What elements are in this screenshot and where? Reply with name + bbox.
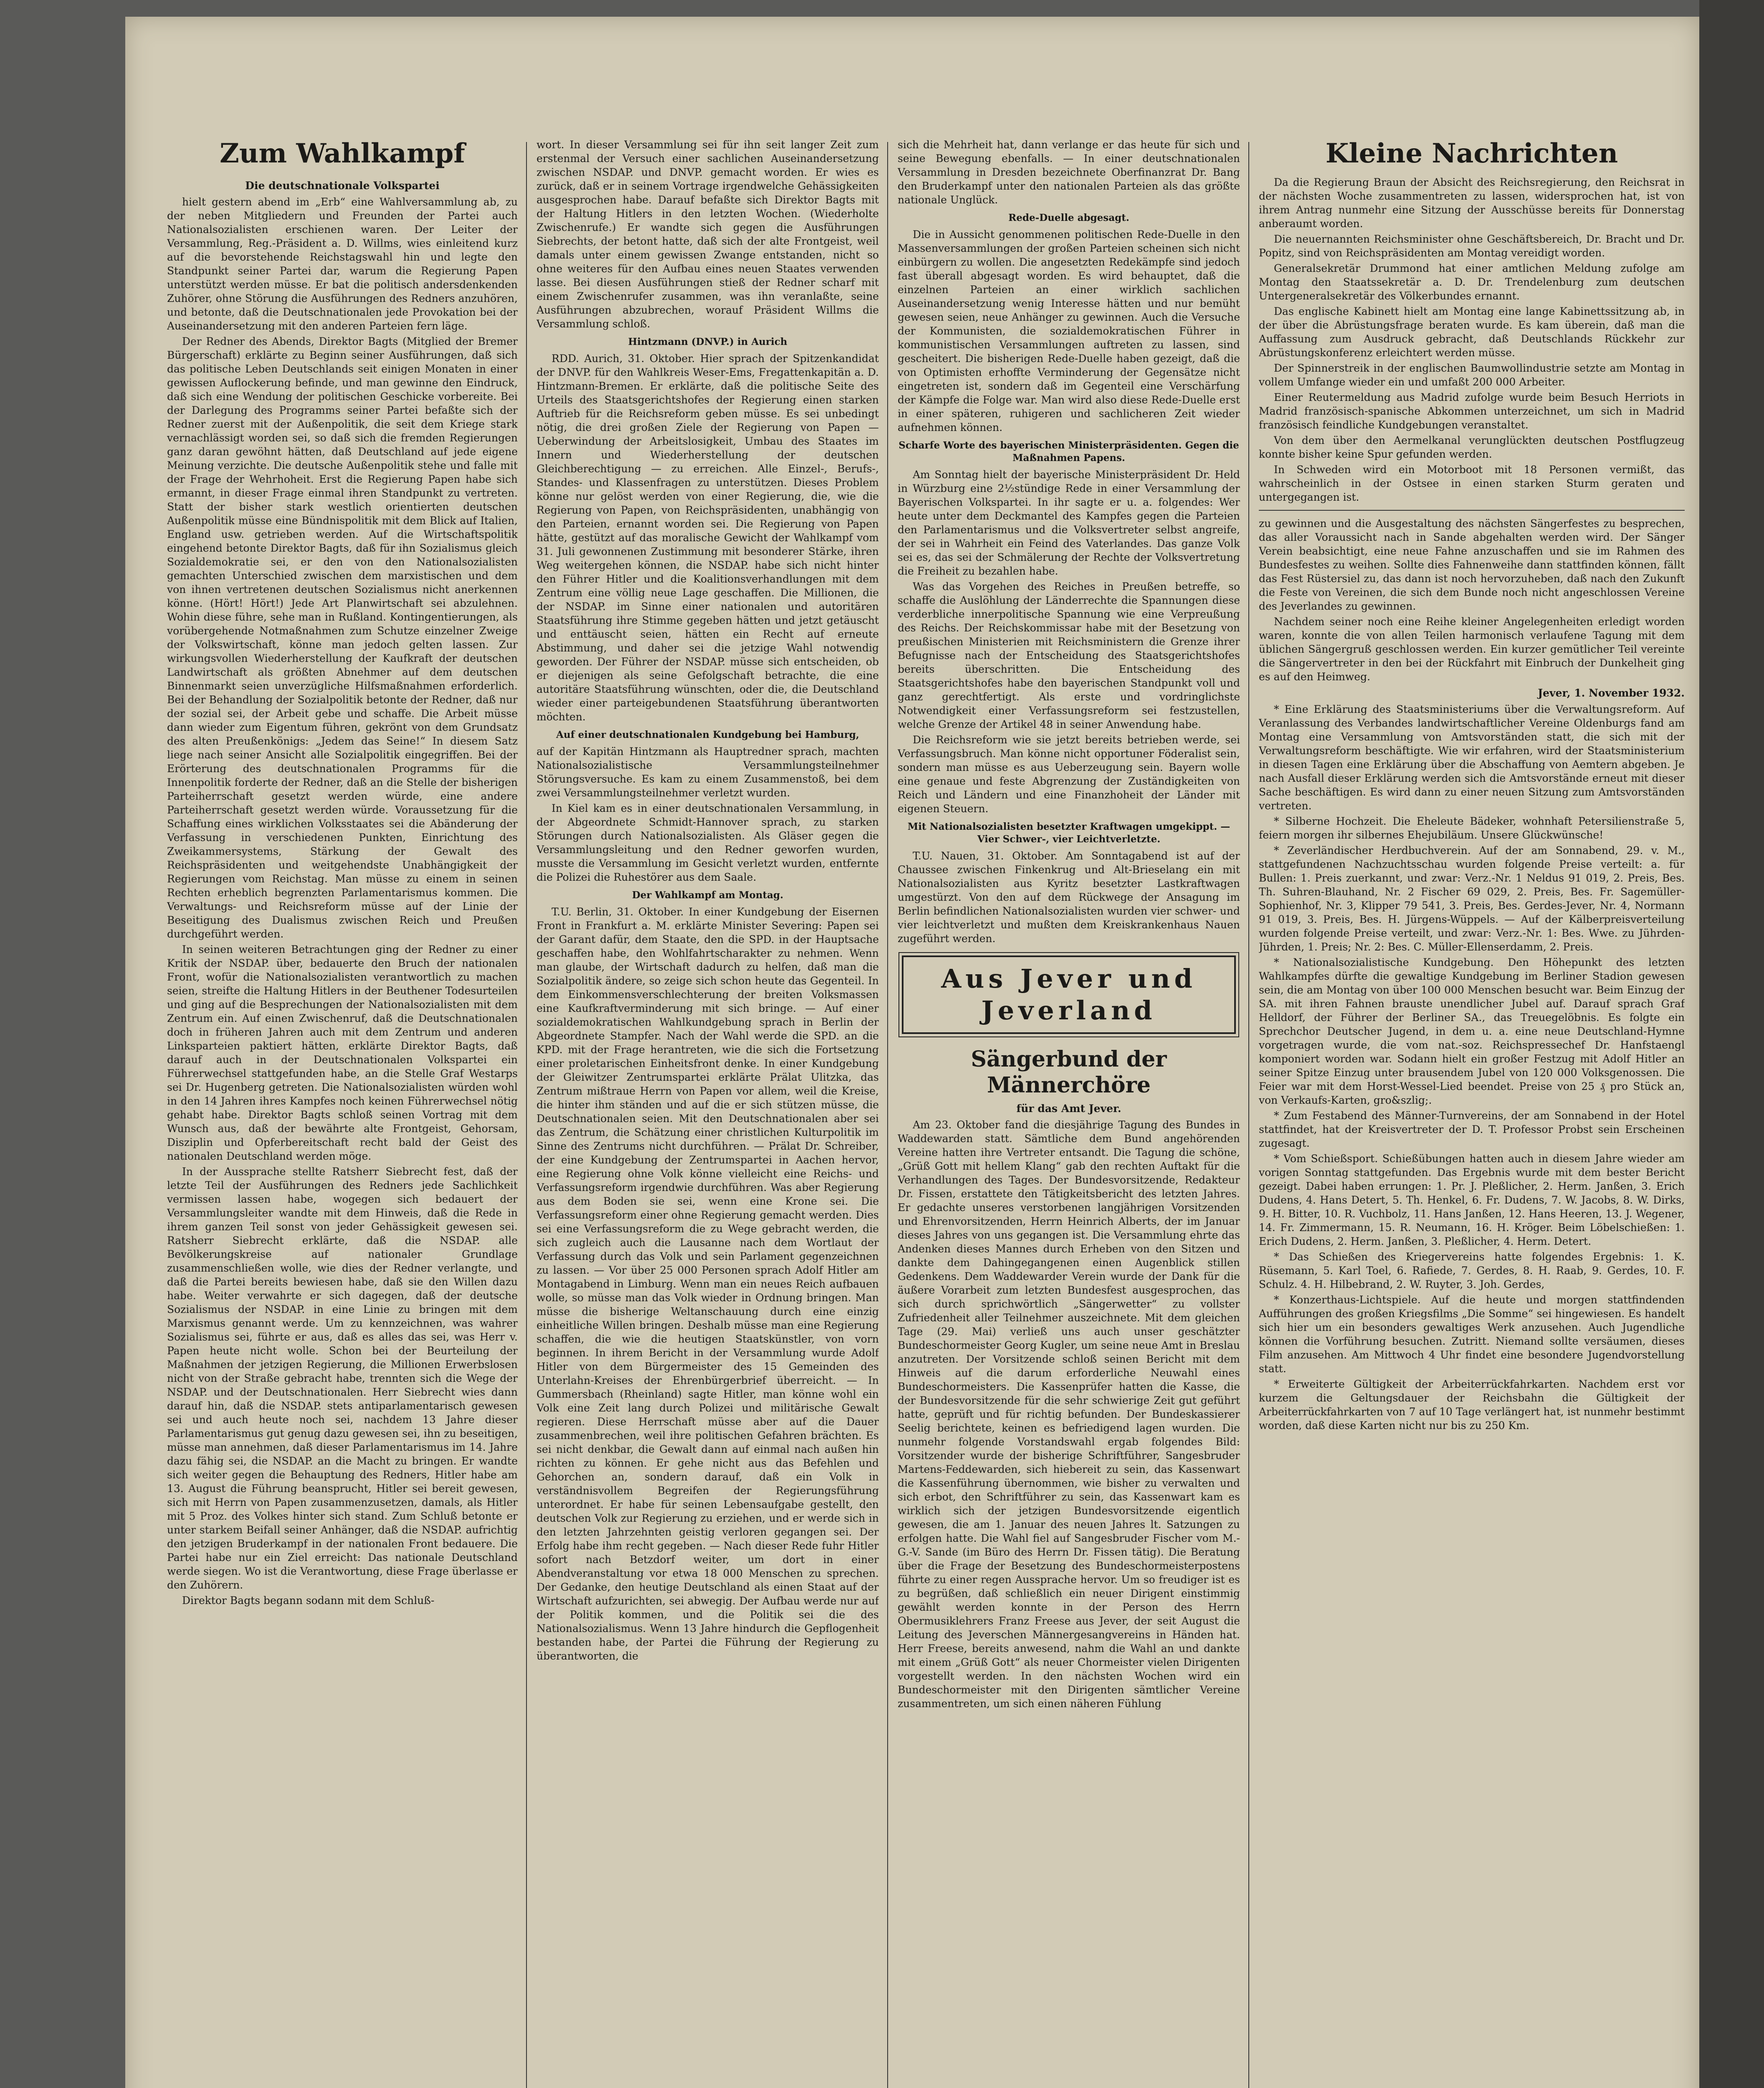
paragraph: Der Redner des Abends, Direktor Bagts (Mitglied der Bremer Bürgerschaft) erklärte zu Beginn seiner Ausführungen, daß sich das politische Leben Deutschlands seit einigen Monaten in einer gewissen Auflockerung befinde, und man gewinne den Eindruck, daß sich eine Wendung der politischen Geschicke vorbereite. Bei der Darlegung des Programms seiner Partei befaßte sich der Redner zuerst mit der Außenpolitik, die seit dem Kriege stark vernachlässigt worden sei, so daß sich die fremden Regierungen ganz daran gewöhnt hätten, daß Deutschland auf jede eigene Meinung verzichte. Die deutsche Außenpolitik stehe und falle mit der Frage der Wehrhoheit. Erst die Regierung Papen habe sich ermannt, in dieser Frage einmal ihren Standpunkt zu vertreten. Statt der bisher stark westlich orientierten deutschen Außenpolitik müsse eine Bündnispolitik mit dem Blick auf Italien, England usw. getrieben werden. Auf die Wirtschaftspolitik eingehend betonte Direktor Bagts, daß für ihn Sozialismus gleich Sozialdemokratie sei, er den von den Nationalsozialisten gemachten Unterschied zwischen dem marxistischen und dem von ihnen vertretenen deutschen Sozialismus nicht anerkennen könne. (Hört! Hört!) Jede Art Planwirtschaft sei abzulehnen. Wohin diese führe, sehe man in Rußland. Kontingentierungen, als vorübergehende Notmaßnahmen zum Schutze einzelner Zweige der Volkswirtschaft, könne man jedoch gelten lassen. Zur wirkungsvollen Wiederherstellung der Kaufkraft der deutschen Landwirtschaft als größten Abnehmer auf dem deutschen Binnenmarkt seien unverzügliche Hilfsmaßnahmen erforderlich. Bei der Behandlung der Sozialpolitik betonte der Redner, daß nur der sozial sei, der Arbeit gebe und schaffe. Die Arbeit müsse dann wieder zum Eigentum führen, gekrönt von dem Grundsatz des alten Preußenkönigs: „Jedem das Seine!“ In diesem Satz liege nach seiner Ansicht alle Sozialpolitik eingegriffen. Bei der Erörterung des deutschnationalen Programms für die Innenpolitik forderte der Redner, daß an die Stelle der bisherigen Parteiherrschaft gesetzt werden würde, eine andere Parteiherrschaft gesetzt werden würde. Voraussetzung für die Schaffung eines wirklichen Volksstaates sei die Abänderung der Verfassung in verschiedenen Punkten, Einrichtung des Zweikammersystems, Stärkung der Gewalt des Reichspräsidenten und weitgehendste Unabhängigkeit der Regierungen vom Reichstag. Man müsse zu einem in seinen Rechten erheblich begrenzten Parlamentarismus kommen. Die Verwaltungs- und Reichsreform müsse auf der Linie der Beseitigung des Dualismus zwischen Reich und Preußen durchgeführt werden.: [167, 335, 518, 940]
paragraph: Am Sonntag hielt der bayerische Ministerpräsident Dr. Held in Würzburg eine 2½stündige Rede in einer Versammlung der Bayerischen Volkspartei. In ihr sagte er u. a. folgendes: Wer heute unter dem Deckmantel des Kampfes gegen die Parteien den Parlamentarismus und die Volksvertreter selbst angreife, der sei in Wahrheit ein Feind des Vaterlandes. Das ganze Volk sei es, das sei der Schmälerung der Rechte der Volksvertretung die Freiheit zu bezahlen habe.: [898, 469, 1240, 577]
paragraph: In Schweden wird ein Motorboot mit 18 Personen vermißt, das wahrscheinlich in der Ostsee in einen starken Sturm geraten und untergegangen ist.: [1259, 464, 1685, 503]
column-2: [537, 138, 879, 2088]
headline-wahlkampf-montag: Der Wahlkampf am Montag.: [632, 889, 784, 901]
paragraph: * Zeverländischer Herdbuchverein. Auf der am Sonnabend, 29. v. M., stattgefundenen Nachzuchtsschau wurden folgende Preise verteilt: a. für Bullen: 1. Preis zuerkannt, und zwar: Verz.-Nr. 1 Neldus 91 019, 2. Preis, Bes. Th. Suhren-Blauhand, Nr. 2 Fischer 69 029, 2. Preis, Bes. Fr. Sagemüller-Sophienhof, Nr. 3, Klipper 79 541, 3. Preis, Bes. Gerdes-Jever, Nr. 4, Normann 91 019, 3. Preis, Bes. H. Jürgens-Wüppels. — Auf der Kälberpreisverteilung wurden folgende Preise verteilt, und zwar: Verz.-Nr. 1: Bes. Wwe. zu Jührden-Jührden, 1. Preis; Nr. 2: Bes. C. Müller-Ellenserdamm, 2. Preis.: [1259, 844, 1685, 953]
headline-kundgebung-hamburg: Auf einer deutschnationalen Kundgebung bei Hamburg,: [556, 729, 859, 740]
section-divider: [1259, 510, 1685, 511]
paragraph: wort. In dieser Versammlung sei für ihn seit langer Zeit zum erstenmal der Versuch einer sachlichen Auseinandersetzung zwischen NSDAP. und DNVP. gemacht worden. Er wies es zurück, daß er in seinem Vortrage irgendwelche Gehässigkeiten ausgesprochen habe. Darauf befaßte sich Direktor Bagts mit der Haltung Hitlers in den letzten Wochen. (Wiederholte Zwischenrufe.) Er wandte sich gegen die Ausführungen Siebrechts, der betont hatte, daß sich der alte Frontgeist, weil damals unter einem gewissen Zwange entstanden, nicht so ohne weiteres für den Aufbau eines neuen Staates verwenden lasse. Bei diesen Ausführungen stieß der Redner scharf mit einem Zwischenrufer zusammen, was ihn veranlaßte, seine Ausführungen abzubrechen, worauf Präsident Willms die Versammlung schloß.: [537, 139, 879, 330]
paragraph: Der Spinnerstreik in der englischen Baumwollindustrie setzte am Montag in vollem Umfange wieder ein und umfaßt 200 000 Arbeiter.: [1259, 362, 1685, 388]
paragraph: RDD. Aurich, 31. Oktober. Hier sprach der Spitzenkandidat der DNVP. für den Wahlkreis Weser-Ems, Fregattenkapitän a. D. Hintzmann-Bremen. Er erklärte, daß die politische Seite des Urteils des Staatsgerichtshofes der Regierung einen starken Auftrieb für die Reichsreform geben müsse. Es sei unbedingt nötig, die drei großen Ziele der Regierung von Papen — Ueberwindung der Arbeitslosigkeit, Umbau des Staates im Innern und Wiederherstellung der deutschen Gleichberechtigung — zu erreichen. Alle Einzel-, Berufs-, Standes- und Klassenfragen zu unterstützen. Dieses Problem könne nur gelöst werden von einer Regierung, die, wie die Regierung von Papen, von Reichspräsidenten, unabhängig von den Parteien, ernannt worden sei. Die Regierung von Papen hätte, gestützt auf das moralische Gewicht der Wahlkampf vom 31. Juli gewonnenen Zustimmung mit besonderer Stärke, ihren Weg weitergehen können, die NSDAP. habe sich nicht hinter den Führer Hitler und die Koalitionsverhandlungen mit dem Zentrum eine völlig neue Lage geschaffen. Die Millionen, die der NSDAP. im Sinne einer nationalen und autoritären Staatsführung ihre Stimme gegeben hätten und jetzt getäuscht und enttäuscht seien, hätten ein Recht auf erneute Abstimmung, und daher sei die jetzige Wahl notwendig geworden. Der Führer der NSDAP. müsse sich entscheiden, ob er diejenigen als seine Gefolgschaft betrachte, die eine autoritäre Staatsführung wünschten, oder die, die Deutschland wieder einer parteigebundenen Staatsführung überantworten möchten.: [537, 352, 879, 723]
column-rule: [887, 142, 888, 2088]
paragraph: Von dem über den Aermelkanal verunglückten deutschen Postflugzeug konnte bisher keine Spur gefunden werden.: [1259, 434, 1685, 460]
paragraph: Das englische Kabinett hielt am Montag eine lange Kabinettssitzung ab, in der über die Abrüstungsfrage beraten wurde. Es kam überein, daß man die Auffassung zum Ausdruck gebracht, daß Deutschlands Rückkehr zur Abrüstungskonferenz erleichtert werden müsse.: [1259, 305, 1685, 359]
headline-saengerbund: Sängerbund der Männerchöre: [971, 1047, 1167, 1098]
headline-wahlkampf: Zum Wahlkampf: [220, 138, 465, 169]
headline-kleine-nachrichten: Kleine Nachrichten: [1325, 138, 1618, 169]
paragraph: Nachdem seiner noch eine Reihe kleiner Angelegenheiten erledigt worden waren, konnte die von allen Teilen harmonisch verlaufene Tagung mit dem üblichen Sängergruß geschlossen werden. Ein kurzer gemütlicher Teil vereinte die Sängervertreter in den bei der Rückfahrt mit Einbruch der Dunkelheit ging es auf den Heimweg.: [1259, 616, 1685, 683]
headline-bayern: Scharfe Worte des bayerischen Ministerpräsidenten. Gegen die Maßnahmen Papens.: [898, 440, 1239, 464]
subheading-dnvp: Die deutschnationale Volkspartei: [245, 180, 440, 192]
subheading-amt-jever: für das Amt Jever.: [1016, 1102, 1121, 1115]
paragraph: Da die Regierung Braun der Absicht des Reichsregierung, den Reichsrat in der nächsten Woche zusammentreten zu lassen, widersprochen hat, ist von ihrem Antrag nunmehr eine Sitzung der Ausschüsse bereits für Donnerstag anberaumt worden.: [1259, 176, 1685, 230]
paragraph: Einer Reutermeldung aus Madrid zufolge wurde beim Besuch Herriots in Madrid französisch-spanische Abkommen unterzeichnet, um sich in Madrid französisch feindliche Kundgebungen veranstaltet.: [1259, 391, 1685, 431]
paragraph: * Eine Erklärung des Staatsministeriums über die Verwaltungsreform. Auf Veranlassung des Verbandes landwirtschaftlicher Vereine Oldenburgs fand am Montag eine Versammlung von Amtsvorständen statt, die sich mit der Verwaltungsreform beschäftigte. Wie wir erfahren, wird der Staatsministerium in diesen Tagen eine Erklärung über die Abschaffung von Aemtern abgeben. Je nach Ausfall dieser Erklärung werden sich die Amtsvorstände erneut mit dieser Sache beschäftigen. Es wird dann zu einer neuen Sitzung zum Amtsvorständen vertreten.: [1259, 703, 1685, 812]
paragraph: * Nationalsozialistische Kundgebung. Den Höhepunkt des letzten Wahlkampfes dürfte die gewaltige Kundgebung im Berliner Stadion gewesen sein, die am Montag von über 100 000 Menschen besucht war. Beim Einzug der SA. mit ihren Fahnen brauste unendlicher Jubel auf. Darauf sprach Graf Helldorf, der Führer der Berliner SA., das Treuegelöbnis. Es folgte ein Sprechchor Deutscher Jugend, in dem u. a. eine neue Deutschland-Hymne vorgetragen wurde, die vom nat.-soz. Reichspressechef Dr. Hanfstaengl komponiert worden war. Sodann hielt ein großer Festzug mit Adolf Hitler an seiner Spitze Einzug unter brausendem Jubel von 120 000 Volksgenossen. Die Feier war mit dem Horst-Wessel-Lied beendet. Preise von 25 ₰ pro Stück an, von Verkaufs-Karten, gro&szlig;.: [1259, 956, 1685, 1106]
headline-kraftwagen: Mit Nationalsozialisten besetzter Kraftwagen umgekippt. — Vier Schwer-, vier Leichtverletzte.: [907, 821, 1230, 845]
paragraph: Am 23. Oktober fand die diesjährige Tagung des Bundes in Waddewarden statt. Sämtliche dem Bund angehörenden Vereine hatten ihre Vertreter entsandt. Die Tagung die schöne, „Grüß Gott mit hellem Klang“ gab den rechten Auftakt für die Verhandlungen des Tages. Der Bundesvorsitzende, Redakteur Dr. Fissen, erstattete den Tätigkeitsbericht des letzten Jahres. Er gedachte unseres verstorbenen langjährigen Vorsitzenden und Ehrenvorsitzenden, Herrn Heinrich Alberts, der im Januar dieses Jahres von uns gegangen ist. Die Versammlung ehrte das Andenken dieses Mannes durch Erheben von den Sitzen und dankte dem Dahingegangenen einen Augenblick stillen Gedenkens. Dem Waddewarder Verein wurde der Dank für die äußere Vorarbeit zum letzten Bundesfest ausgesprochen, das sich durch sprichwörtlich „Sängerwetter“ zu vollster Zufriedenheit aller Teilnehmer auszeichnete. Mit dem gleichen Tage (29. Mai) verließ uns auch unser geschätzter Bundeschormeister Georg Kugler, um seine neue Amt in Breslau anzutreten. Der Vorsitzende schloß seinen Bericht mit dem Hinweis auf die darum erforderliche Neuwahl eines Bundeschormeisters. Die Kassenprüfer hatten die Kasse, die der Bundesvorsitzende für die sehr schwierige Zeit gut geführt hatte, geprüft und für richtig befunden. Der Bundeskassierer Seelig berichtete, keinen es befriedigend lagen wurden. Die nunmehr folgende Vorstandswahl ergab folgendes Bild: Vorsitzender wurde der bisherige Schriftführer, Sangesbruder Martens-Feddewarden, sich hiebereit zu sein, das Kassenwart die Kassenführung übernommen, wie bisher zu verwalten und sich erbot, den Schriftführer zu sein, das Kassenwart kam es wirklich sich der jetzigen Bundesvorsitzende eigentlich gewesen, die am 1. Januar des neuen Jahres lt. Satzungen zu erfolgen hatte. Die Wahl fiel auf Sangesbruder Fischer vom M.-G.-V. Sande (im Büro des Herrn Dr. Fissen tätig). Die Beratung über die Frage der Besetzung des Bundeschormeisterpostens führte zu einer regen Aussprache hervor. Um so freudiger ist es zu begrüßen, daß schließlich ein neuer Dirigent einstimmig gewählt werden konnte in der Person des Herrn Obermusiklehrers Franz Freese aus Jever, der seit August die Leitung des Jeverschen Männergesangvereins in Händen hat. Herr Freese, bereits anwesend, nahm die Wahl an und dankte mit einem „Grüß Gott“ als neuer Chormeister vielen Dirigenten vorgestellt werden. In den nächsten Wochen wird ein Bundeschormeister mit den Dirigenten sämtlicher Vereine zusammentreten, um sich einen näheren Fühlung: [898, 1119, 1240, 1710]
paragraph: Die neuernannten Reichsminister ohne Geschäftsbereich, Dr. Bracht und Dr. Popitz, sind von Reichspräsidenten am Montag vereidigt worden.: [1259, 233, 1685, 259]
scanner-edge: [1699, 0, 1764, 2088]
paragraph: In Kiel kam es in einer deutschnationalen Versammlung, in der Abgeordnete Schmidt-Hannover sprach, zu starken Störungen durch Nationalsozialisten. Als Gläser gegen die Versammlungsleitung und den Redner geworfen wurden, musste die Versammlung im Gesicht verletzt wurden, entfernte die Polizei die Ruhestörer aus dem Saale.: [537, 802, 879, 883]
paragraph: Was das Vorgehen des Reiches in Preußen betreffe, so schaffe die Auslöhlung der Länderrechte die Spannungen diese verderbliche innerpolitische Spannung wie eine Verpreußung des Reichs. Der Reichskommissar habe mit der Besetzung von preußischen Ministerien mit Reichsministern die Grenze ihrer Befugnisse nach der Entscheidung des Staatsgerichtshofes bereits überschritten. Die Entscheidung des Staatsgerichtshofes habe den bayerischen Standpunkt voll und ganz gerechtfertigt. Als erste und vordringlichste Notwendigkeit einer Verfassungsreform sei festzustellen, welche Grenze der Artikel 48 in seiner Anwendung habe.: [898, 580, 1240, 730]
paragraph: zu gewinnen und die Ausgestaltung des nächsten Sängerfestes zu besprechen, das aller Voraussicht nach in Sande abgehalten werden wird. Der Sänger Verein beabsichtigt, eine neue Fahne anzuschaffen und sie im Rahmen des Bundesfestes zu weihen. Sollte dies Fahnenweihe dann stattfinden können, fällt das Fest Rüstersiel zu, das dann ist noch hervorzuheben, daß nach den Zukunft die Feste von Vereinen, die sich dem Bunde noch nicht angeschlossen Vereine des Jeverlandes zu gewinnen.: [1259, 517, 1685, 612]
column-1: [167, 175, 518, 2088]
dateline: Jever, 1. November 1932.: [1538, 687, 1685, 699]
paragraph: In der Aussprache stellte Ratsherr Siebrecht fest, daß der letzte Teil der Ausführungen des Redners jede Sachlichkeit vermissen lassen habe, wogegen sich bedauert der Versammlungsleiter wandte mit dem Hinweis, daß die Rede in ihrem ganzen Teil sonst von jeder Gehässigkeit gewesen sei. Ratsherr Siebrecht erklärte, daß die NSDAP. alle Bevölkerungskreise auf nationaler Grundlage zusammenschließen wolle, wie dies der Redner verlangte, und daß die Partei bereits bewiesen habe, daß sie den Willen dazu habe. Weiter verwahrte er sich dagegen, daß der deutsche Sozialismus der NSDAP. in eine Linie zu bringen mit dem Marxismus genannt werde. Um zu kennzeichnen, was wahrer Sozialismus sei, führte er aus, daß es alles das sei, was Herr v. Papen heute nicht wolle. Schon bei der Beurteilung der Maßnahmen der jetzigen Regierung, die Millionen Erwerbslosen nicht von der Straße gebracht habe, trennten sich die Wege der NSDAP. und der Deutschnationalen. Herr Siebrecht wies dann darauf hin, daß die NSDAP. stets antiparlamentarisch gewesen sei und auch heute noch sei, nachdem 13 Jahre dieser Parlamentarismus gut genug dazu gewesen sei, ihn zu beseitigen, müsse man annehmen, daß dieser Parlamentarismus im 14. Jahre dazu fähig sei, die NSDAP. an die Macht zu bringen. Er wandte sich weiter gegen die Behauptung des Redners, Hitler habe am 13. August die Führung beansprucht, Hitler sei bereit gewesen, sich mit Herrn von Papen zusammenzusetzen, damals, als Hitler mit 5 Proz. des Volkes hinter sich stand. Zum Schluß betonte er unter starkem Beifall seiner Anhänger, daß die NSDAP. aufrichtig den jetzigen Bruderkampf in der nationalen Front bedauere. Die Partei habe nur ein Ziel erreicht: Das nationale Deutschland werde siegen. Wo ist die Verantwortung, diese Frage überlasse er den Zuhörern.: [167, 1166, 518, 1591]
paragraph: * Zum Festabend des Männer-Turnvereins, der am Sonnabend in der Hotel stattfindet, hat der Kreisvertreter der D. T. Professor Probst sein Erscheinen zugesagt.: [1259, 1110, 1685, 1149]
paragraph: * Erweiterte Gültigkeit der Arbeiterrückfahrkarten. Nachdem erst vor kurzem die Geltungsdauer der Reichsbahn die Gültigkeit der Arbeiterrückfahrkarten von 7 auf 10 Tage verlängert hat, ist nunmehr bestimmt worden, daß diese Karten nicht nur bis zu 250 Km.: [1259, 1378, 1685, 1432]
column-rule: [1248, 142, 1249, 2088]
paragraph: T.U. Nauen, 31. Oktober. Am Sonntagabend ist auf der Chaussee zwischen Finkenkrug und Alt-Brieselang ein mit Nationalsozialisten aus Kyritz besetzter Lastkraftwagen umgestürzt. Von den auf dem Rückwege der Ansagung im Berlin befindlichen Nationalsozialisten wurden vier schwer- und vier leichtverletzt und mußten dem Kreiskrankenhaus Nauen zugeführt werden.: [898, 850, 1240, 945]
paragraph: sich die Mehrheit hat, dann verlange er das heute für sich und seine Bewegung ebenfalls. — In einer deutschnationalen Versammlung in Dresden bezeichnete Oberfinanzrat Dr. Bang den Bruderkampf unter den nationalen Parteien als das größte nationale Unglück.: [898, 139, 1240, 206]
paragraph: hielt gestern abend im „Erb“ eine Wahlversammlung ab, zu der neben Mitgliedern und Freunden der Partei auch Nationalsozialisten erschienen waren. Der Leiter der Versammlung, Reg.-Präsident a. D. Willms, wies einleitend kurz auf die bevorstehende Reichstagswahl hin und legte den Standpunkt seiner Partei dar, warum die Regierung Papen unterstützt werden müsse. Er bat die politisch andersdenkenden Zuhörer, ohne Störung die Ausführungen des Redners anzuhören, und betonte, daß die Deutschnationalen jede Provokation bei der Auseinandersetzung mit den anderen Parteien fern läge.: [167, 196, 518, 332]
paragraph: Die Reichsreform wie sie jetzt bereits betrieben werde, sei Verfassungsbruch. Man könne nicht opportuner Föderalist sein, sondern man müsse es aus Ueberzeugung sein. Bayern wolle eine genaue und feste Abgrenzung der Zuständigkeiten von Reich und Ländern und eine Finanzhoheit der Länder mit eigenen Steuern.: [898, 734, 1240, 815]
column-4: [1259, 175, 1685, 2088]
paragraph: * Das Schießen des Kriegervereins hatte folgendes Ergebnis: 1. K. Rüsemann, 5. Karl Toel, 6. Rafiede, 7. Gerdes, 8. H. Raab, 9. Gerdes, 10. F. Schulz. 4. H. Hilbebrand, 2. W. Ruyter, 3. Joh. Gerdes,: [1259, 1251, 1685, 1290]
headline-rede-duelle: Rede-Duelle abgesagt.: [1008, 212, 1129, 223]
paragraph: * Silberne Hochzeit. Die Eheleute Bädeker, wohnhaft Petersilienstraße 5, feiern morgen ihr silbernes Ehejubiläum. Unsere Glückwünsche!: [1259, 815, 1685, 841]
paragraph: * Vom Schießsport. Schießübungen hatten auch in diesem Jahre wieder am vorigen Sonntag stattgefunden. Das Ergebnis wurde mit dem bester Bericht gezeigt. Dabei haben errungen: 1. Pr. J. Pleßlicher, 2. Herm. Janßen, 3. Erich Dudens, 4. Hans Detert, 5. Th. Henkel, 6. Fr. Dudens, 7. W. Jacobs, 8. W. Dirks, 9. H. Bitter, 10. R. Vuchbolz, 11. Hans Janßen, 12. Hans Heeren, 13. J. Wegener, 14. Fr. Zimmermann, 15. R. Neumann, 16. H. Kröger. Beim Löbelschießen: 1. Erich Dudens, 2. Herm. Janßen, 3. Pleßlicher, 4. Herm. Detert.: [1259, 1153, 1685, 1247]
paragraph: T.U. Berlin, 31. Oktober. In einer Kundgebung der Eisernen Front in Frankfurt a. M. erklärte Minister Severing: Papen sei der Garant dafür, dem Staate, den die SPD. in der Hauptsache geschaffen habe, den Wohlfahrtscharakter zu nehmen. Wenn man glaube, der Wirtschaft dadurch zu helfen, daß man die Sozialpolitik ändere, so zeige sich schon heute das Gegenteil. In dem Einkommensverschlechterung der breiten Volksmassen eine Kaufkraftverminderung mit sich bringe. — Auf einer sozialdemokratischen Wahlkundgebung sprach in Berlin der Abgeordnete Stampfer. Nach der Wahl werde die SPD. an die KPD. mit der Frage herantreten, wie die sich die Fortsetzung einer proletarischen Einheitsfront denke. In einer Kundgebung der Gleiwitzer Zentrumspartei erklärte Prälat Ulitzka, das Zentrum mißtraue Herrn von Papen vor allem, weil die Kreise, die hinter ihm ständen und auf die er sich stützen müsse, die Deutschnationalen seien. Mit den Deutschnationalen aber sei das Zentrum, die Schätzung einer christlichen Kulturpolitik im Sinne des Zentrums nicht durchführen. — Prälat Dr. Schreiber, der eine Kundgebung der Zentrumspartei in Aachen hervor, eine Regierung ohne Volk könne vielleicht eine Reichs- und Verfassungsreform irgendwie durchführen. Was aber Regierung aus dem Boden sie sei, wenn eine Krone sei. Die Verfassungsreform einer ohne Regierung gemacht werden. Dies sei eine Verfassungsreform die zu Wege gebracht werden, die sich zugleich auch die Lausanne nach dem Wortlaut der Verfassung durch das Volk und sein Parlament gegenzeichnen zu lassen. — Vor über 25 000 Personen sprach Adolf Hitler am Montagabend in Limburg. Wenn man ein neues Reich aufbauen wolle, so müsse man das Volk wieder in Ordnung bringen. Man müsse die bisherige Weltanschauung durch eine einzig einheitliche Willen bringen. Deshalb müsse man eine Regierung schaffen, die wie die heutigen Staatskünstler, von vorn beginnen. In ihrem Bericht in der Versammlung wurde Adolf Hitler von dem Bürgermeister des 15 Gemeinden des Unterlahn-Kreises der Ehrenbürgerbrief überreicht. — In Gummersbach (Rheinland) sagte Hitler, man könne wohl ein Volk eine Zeit lang durch Polizei und militärische Gewalt regieren. Diese Herrschaft müsse aber auf die Dauer zusammenbrechen, weil ihre politischen Gefahren brächten. Es sei nicht denkbar, die Gewalt dann auf einmal nach außen hin richten zu können. Er gehe nicht aus das Befehlen und Gehorchen an, sondern darauf, daß ein Volk in verständnisvollem Begreifen der Regierungsführung unterordnet. Er habe für seinen Lebensaufgabe gestellt, den deutschen Volk zur Regierung zu erziehen, und er werde sich in den letzten Jahrzehnten geistig verloren gegangen sei. Der Erfolg habe ihm recht gegeben. — Nach dieser Rede fuhr Hitler sofort nach Betzdorf weiter, um dort in einer Abendveranstaltung vor etwa 18 000 Menschen zu sprechen. Der Gedanke, den heutige Deutschland als einen Staat auf der Wirtschaft aufzurichten, sei abwegig. Der Aufbau werde nur auf der Politik kommen, und die Politik sei die des Nationalsozialismus. Wenn 13 Jahre hindurch die Gepflogenheit bestanden habe, der Partei die Führung der Regierung zu überantworten, die: [537, 906, 879, 1662]
paragraph: Direktor Bagts begann sodann mit dem Schluß-: [182, 1594, 435, 1607]
paragraph: Generalsekretär Drummond hat einer amtlichen Meldung zufolge am Montag den Staatssekretär a. D. Dr. Trendelenburg zum deutschen Untergeneralsekretär des Völkerbundes ernannt.: [1259, 262, 1685, 302]
column-3: [898, 138, 1240, 2088]
column-rule: [526, 142, 527, 2088]
paragraph: Die in Aussicht genommenen politischen Rede-Duelle in den Massenversammlungen der großen Parteien scheinen sich nicht einbürgern zu wollen. Die angesetzten Redekämpfe sind jedoch fast überall abgesagt worden. Es wird behauptet, daß die einzelnen Parteien an einer wirklich sachlichen Auseinandersetzung wenig Interesse hätten und nur bemüht gewesen seien, neue Anhänger zu gewinnen. Auch die Versuche der Kommunisten, die sozialdemokratischen Führer in kommunistischen Versammlungen auftreten zu lassen, sind gescheitert. Die bisherigen Rede-Duelle haben gezeigt, daß die von Optimisten erhoffte Verminderung der Gegensätze nicht eingetreten ist, sondern daß im Gegenteil eine Verschärfung der Kämpfe die Folge war. Man wird also diese Rede-Duelle erst in einer späteren, ruhigeren und sachlicheren Zeit wieder aufnehmen können.: [898, 228, 1240, 433]
paragraph: In seinen weiteren Betrachtungen ging der Redner zu einer Kritik der NSDAP. über, bedauerte den Bruch der nationalen Front, wofür die Nationalsozialisten verantwortlich zu machen seien, streifte die Haltung Hitlers in der Beuthener Todesurteilen und ging auf die Besprechungen der Nationalsozialisten mit dem Zentrum ein. Auf einen Zwischenruf, daß die Deutschnationalen doch in früheren Jahren auch mit dem Zentrum und anderen Linksparteien paktiert hätten, erklärte Direktor Bagts, daß darauf auch in der Deutschnationalen Volkspartei ein Führerwechsel stattgefunden habe, an die Stelle Graf Westarps sei Dr. Hugenberg getreten. Die Nationalsozialisten würden wohl in den 14 Jahren ihres Kampfes noch keinen Führerwechsel nötig gehabt habe. Direktor Bagts schloß seinen Vortrag mit dem Wunsch aus, daß der bewährte alte Frontgeist, Gehorsam, Disziplin und Opferbereitschaft recht bald der Geist des nationalen Deutschland werden möge.: [167, 943, 518, 1162]
newspaper-page: [125, 17, 1699, 2088]
headline-hintzmann: Hintzmann (DNVP.) in Aurich: [628, 336, 787, 347]
section-heading-jever: Aus Jever und Jeverland: [902, 955, 1236, 1034]
paragraph: * Konzerthaus-Lichtspiele. Auf die heute und morgen stattfindenden Aufführungen des großen Kriegsfilms „Die Somme“ sei hingewiesen. Es handelt sich hier um ein besonders gewaltiges Werk anzusehen. Auch Jugendliche können die Vorführung besuchen. Zutritt. Niemand sollte versäumen, dieses Film anzusehen. Am Mittwoch 4 Uhr findet eine besondere Jugendvorstellung statt.: [1259, 1294, 1685, 1375]
paragraph: auf der Kapitän Hintzmann als Hauptredner sprach, machten Nationalsozialistische Versammlungsteilnehmer Störungsversuche. Es kam zu einem Zusammenstoß, bei dem zwei Versammlungsteilnehmer verletzt wurden.: [537, 745, 879, 799]
